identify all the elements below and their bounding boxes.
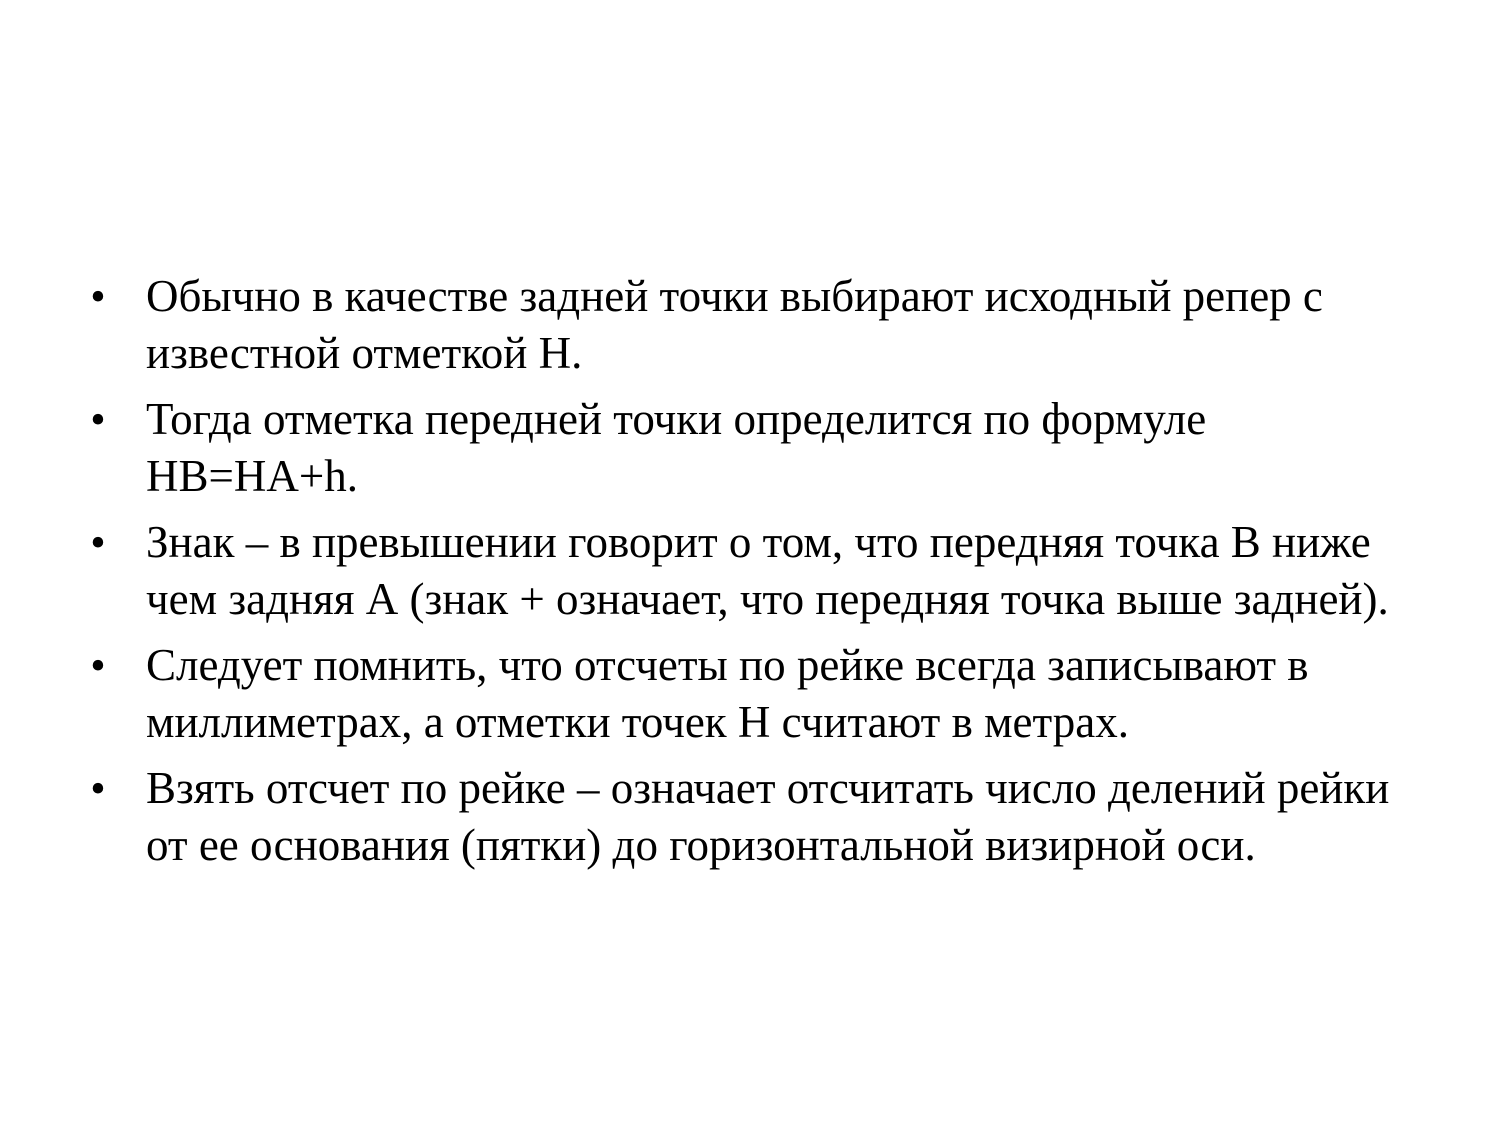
bullet-item-1 xyxy=(88,268,1418,382)
bullet-dot-icon: • xyxy=(90,764,106,813)
bullet-text: Тогда отметка передней точки определится по формуле НВ=НА+h. xyxy=(146,394,1207,501)
bullet-item-3 xyxy=(88,514,1418,628)
bullet-list xyxy=(88,268,1418,883)
bullet-text: Следует помнить, что отсчеты по рейке всегда записывают в миллиметрах, а отметки точек Н считают в метрах. xyxy=(146,640,1309,747)
bullet-item-2 xyxy=(88,391,1418,505)
bullet-dot-icon: • xyxy=(90,272,106,321)
bullet-text: Взять отсчет по рейке – означает отсчитать число делений рейки от ее основания (пятки) до горизонтальной визирной оси. xyxy=(146,763,1390,870)
bullet-dot-icon: • xyxy=(90,395,106,444)
bullet-dot-icon: • xyxy=(90,518,106,567)
bullet-item-5 xyxy=(88,760,1418,874)
bullet-item-4 xyxy=(88,637,1418,751)
bullet-text: Обычно в качестве задней точки выбирают исходный репер с известной отметкой Н. xyxy=(146,271,1323,378)
bullet-dot-icon: • xyxy=(90,641,106,690)
bullet-text: Знак – в превышении говорит о том, что передняя точка В ниже чем задняя А (знак + означает, что передняя точка выше задней). xyxy=(146,517,1389,624)
